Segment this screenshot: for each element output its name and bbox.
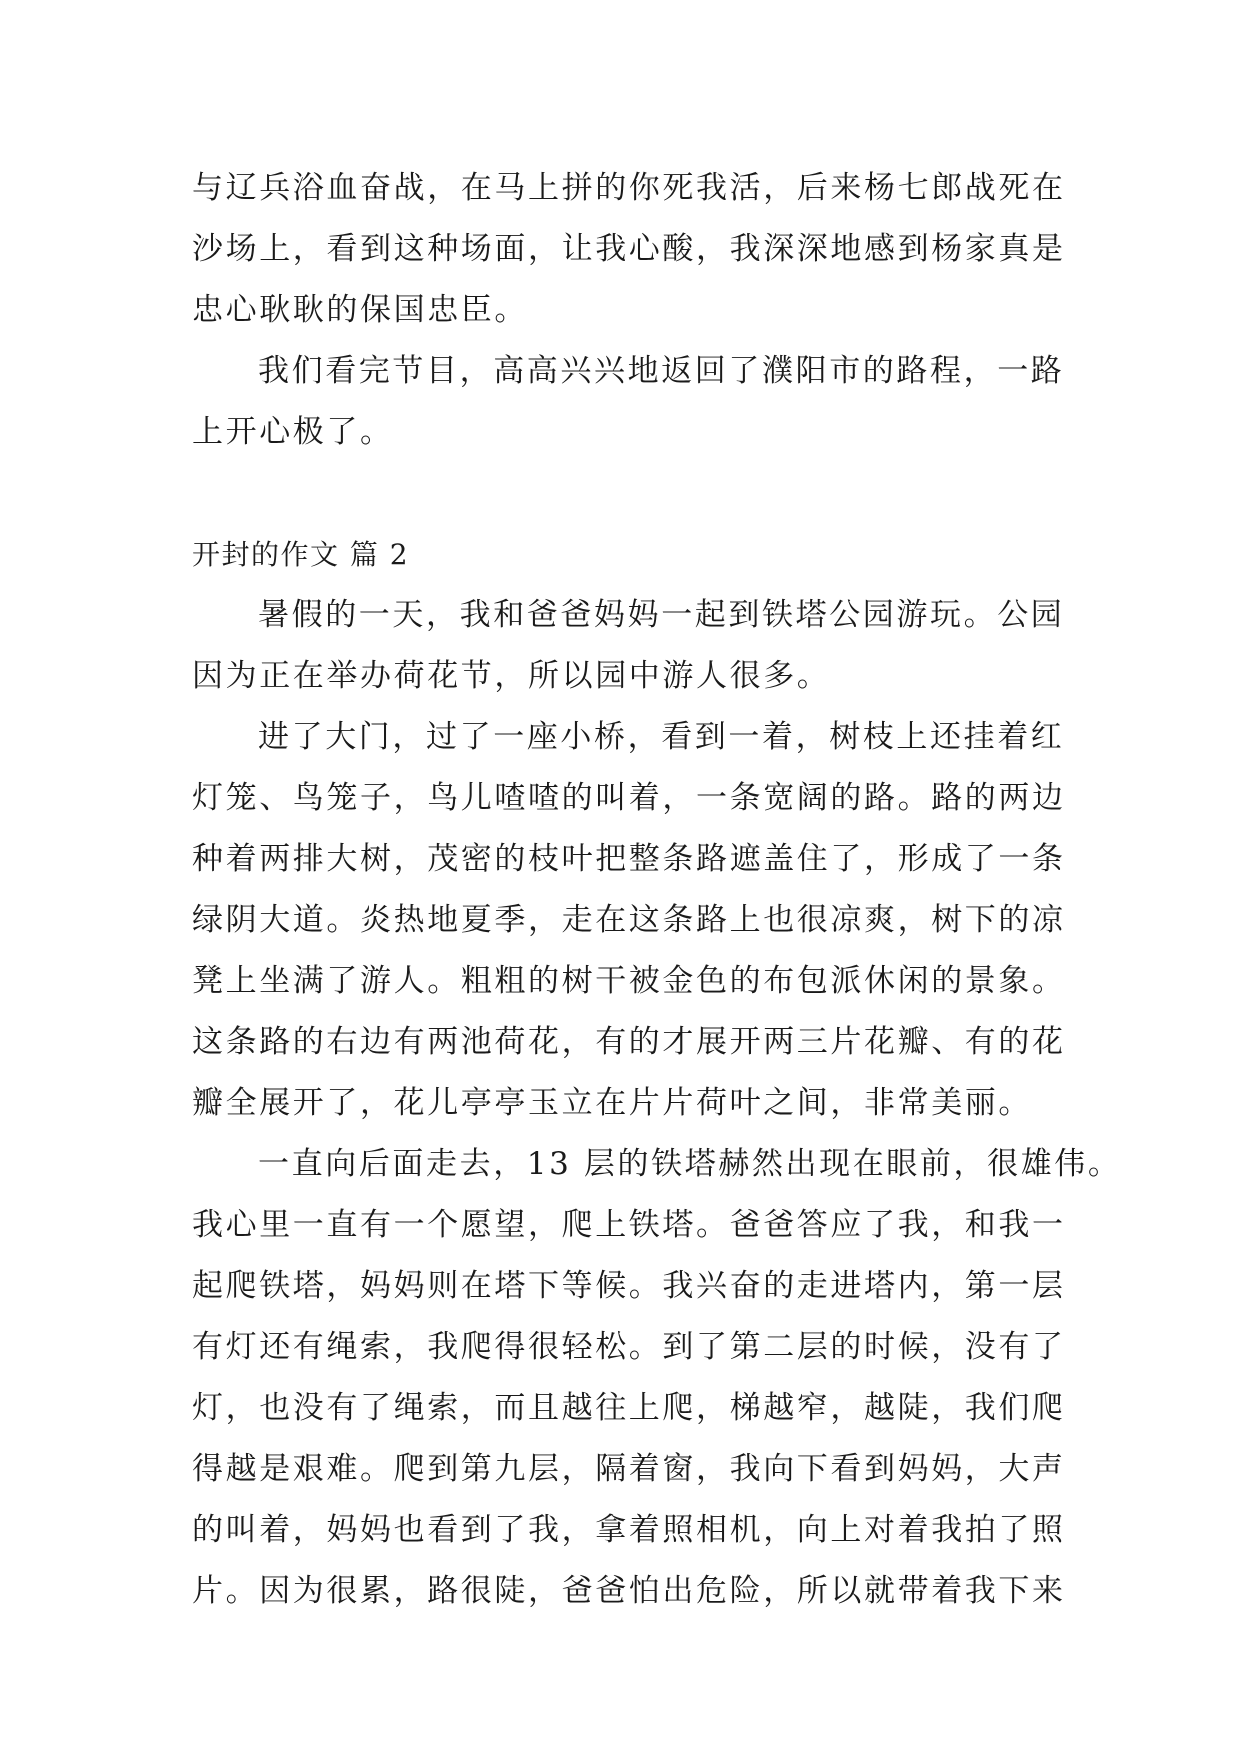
text-line: 我心里一直有一个愿望，爬上铁塔。爸爸答应了我，和我一: [192, 1207, 1066, 1243]
text-line: 灯笼、鸟笼子，鸟儿喳喳的叫着，一条宽阔的路。路的两边: [192, 780, 1066, 816]
text-line: 这条路的右边有两池荷花，有的才展开两三片花瓣、有的花: [192, 1024, 1066, 1060]
section-heading: 开封的作文 篇 2: [192, 538, 410, 571]
text-line: 因为正在举办荷花节，所以园中游人很多。: [192, 658, 831, 694]
paragraph-start-line: 暑假的一天，我和爸爸妈妈一起到铁塔公园游玩。公园: [258, 597, 1065, 633]
text-line: 凳上坐满了游人。粗粗的树干被金色的布包派休闲的景象。: [192, 963, 1066, 999]
text-line: 与辽兵浴血奋战，在马上拼的你死我活，后来杨七郎战死在: [192, 170, 1066, 206]
text-line: 绿阴大道。炎热地夏季，走在这条路上也很凉爽，树下的凉: [192, 902, 1066, 938]
text-line: 瓣全展开了，花儿亭亭玉立在片片荷叶之间，非常美丽。: [192, 1085, 1032, 1121]
text-line: 有灯还有绳索，我爬得很轻松。到了第二层的时候，没有了: [192, 1329, 1066, 1365]
text-line: 种着两排大树，茂密的枝叶把整条路遮盖住了，形成了一条: [192, 841, 1066, 877]
section-gap: [192, 463, 1054, 524]
text-line: 起爬铁塔，妈妈则在塔下等候。我兴奋的走进塔内，第一层: [192, 1268, 1066, 1304]
text-line: 灯，也没有了绳索，而且越往上爬，梯越窄，越陡，我们爬: [192, 1390, 1066, 1426]
text-line: 沙场上，看到这种场面，让我心酸，我深深地感到杨家真是: [192, 231, 1066, 267]
text-line: 片。因为很累，路很陡，爸爸怕出危险，所以就带着我下来: [192, 1573, 1066, 1609]
document-body: [192, 158, 1122, 1622]
text-line: 忠心耿耿的保国忠臣。: [192, 292, 528, 328]
paragraph-start-line: 一直向后面走去，13 层的铁塔赫然出现在眼前，很雄伟。: [258, 1146, 1122, 1182]
text-line: 得越是艰难。爬到第九层，隔着窗，我向下看到妈妈，大声: [192, 1451, 1066, 1487]
text-line: 的叫着，妈妈也看到了我，拿着照相机，向上对着我拍了照: [192, 1512, 1066, 1548]
paragraph-start-line: 我们看完节目，高高兴兴地返回了濮阳市的路程，一路: [258, 353, 1065, 389]
paragraph-start-line: 进了大门，过了一座小桥，看到一着，树枝上还挂着红: [258, 719, 1065, 755]
text-line: 上开心极了。: [192, 414, 394, 450]
